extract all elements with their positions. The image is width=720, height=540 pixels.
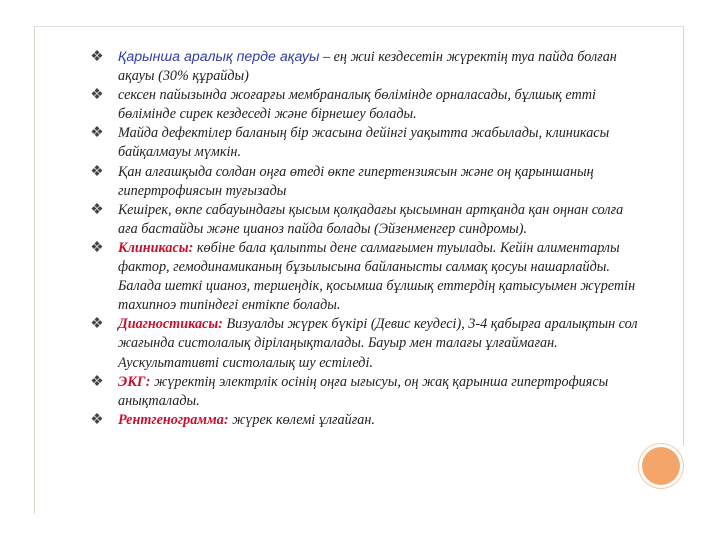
diamond-bullet-icon: ❖ [90, 239, 104, 256]
item-text: Визуалды жүрек бүкірі (Девис кеудесі), 3-4 қабырға аралықтын сол жағында систолалық дірілаңықталады. Бауыр мен талағы ұлғаймаған. Аускультативті систолалық шу естіледі. [118, 316, 638, 371]
diamond-bullet-icon: ❖ [90, 87, 104, 104]
list-item [86, 373, 646, 411]
list-item [86, 163, 646, 201]
item-text: жүрек көлемі ұлғайған. [228, 411, 375, 428]
diamond-bullet-icon: ❖ [90, 201, 104, 218]
item-text: көбіне бала қалыпты дене салмағымен туылады. Кейін алиментарлы фактор, гемодинамиканың бұзылысына байланысты салмақ қосуы нашарлайды. Балада шеткі цианоз, тершеңдік, қосымша бұлшық еттердің қатысуымен жүретін тахипноэ типіндегі ентікпе болады. [118, 239, 636, 314]
decorative-circle [642, 447, 680, 485]
list-item [86, 201, 646, 239]
list-item [86, 124, 646, 162]
list-item [86, 48, 646, 86]
item-heading: Рентгенограмма: [118, 411, 229, 428]
item-text: Кешірек, өкпе сабауындағы қысым қолқадағы қысымнан артқанда қан оңнан солға ағa бастайды және цианоз пайда болады (Эйзенменгер синдромы). [118, 201, 624, 237]
item-text: – ең жиі кездесетін жүректің туа пайда болған ақауы (30% құрайды) [118, 49, 617, 85]
frame-top-line [34, 26, 684, 27]
diamond-bullet-icon: ❖ [90, 316, 104, 333]
list-item [86, 315, 646, 372]
item-text: сексен пайызында жоғарғы мембраналық бөлімінде орналасады, бұлшық етті бөлімінде сирек кездеседі және бірнешеу болады. [118, 87, 596, 123]
frame-left-line [34, 26, 35, 514]
list-item [86, 239, 646, 315]
frame-right-line [683, 26, 684, 446]
item-heading: ЭКГ: [118, 373, 151, 390]
diamond-bullet-icon: ❖ [90, 373, 104, 390]
item-heading: Клиникасы: [118, 239, 194, 256]
diamond-bullet-icon: ❖ [90, 125, 104, 142]
item-heading: Диагностикасы: [118, 316, 223, 333]
item-text: Майда дефектілер баланың бір жасына дейінгі уақытта жабылады, клиникасы байқалмауы мүмкін. [118, 125, 610, 161]
item-text: жүректің электрлік осінің оңға ығысуы, оң жақ қарынша гипертрофиясы анықталады. [118, 373, 609, 409]
item-heading: Қарынша аралық перде ақауы [118, 49, 320, 65]
diamond-bullet-icon: ❖ [90, 163, 104, 180]
list-item [86, 86, 646, 124]
diamond-bullet-icon: ❖ [90, 411, 104, 428]
item-text: Қан алғашқыда солдан оңға өтеді өкпе гипертензиясын және оң қарыншаның гипертрофиясын туғызады [118, 163, 594, 199]
slide-content [86, 48, 646, 430]
diamond-bullet-icon: ❖ [90, 49, 104, 65]
list-item [86, 411, 646, 430]
